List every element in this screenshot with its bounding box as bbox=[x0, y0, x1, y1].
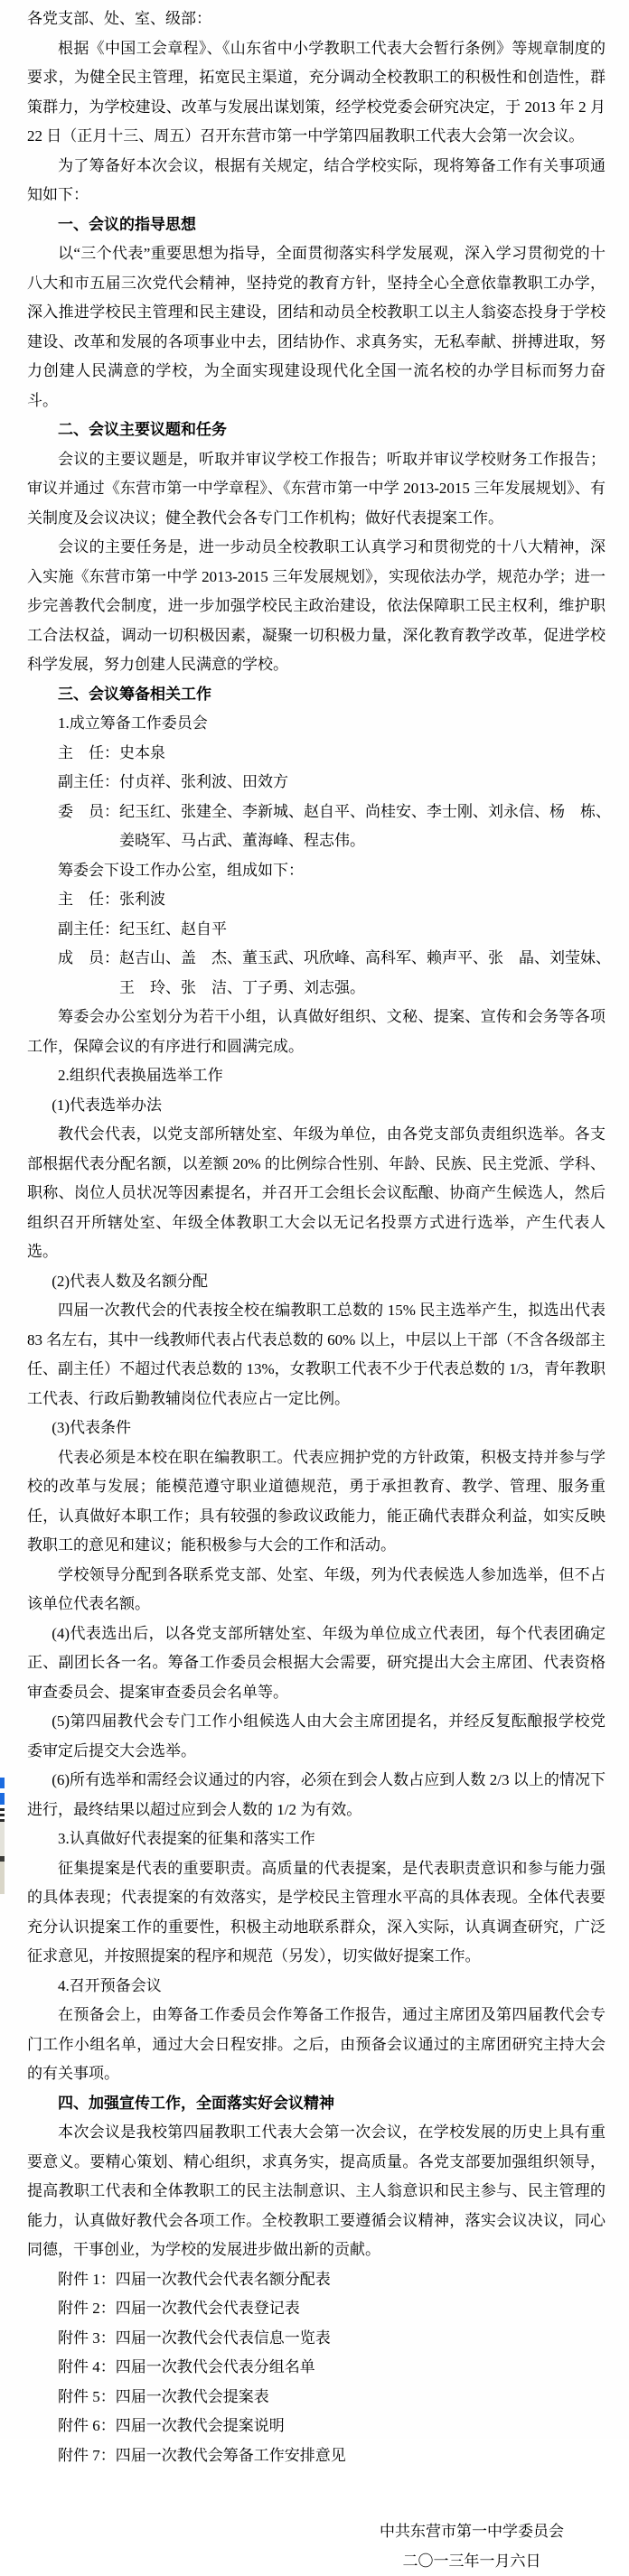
paragraph-hang-cont: 王 玲、张 洁、丁子勇、刘志强。 bbox=[27, 974, 606, 1003]
paragraph-sub: (1)代表选举办法 bbox=[27, 1091, 606, 1121]
blue-block-bottom bbox=[0, 1793, 5, 1805]
paragraph-body: 代表必须是本校在职在编教职工。代表应拥护党的方针政策，积极支持并参与学校的改革与发展；能模范遵守职业道德规范，勇于承担教育、教学、管理、服务重任，认真做好本职工作；具有较强的参政议政能力，能正确代表群众利益，如实反映教职工的意见和建议；能积极参与大会的工作和活动。 bbox=[27, 1443, 606, 1561]
paragraph-body: 四届一次教代会的代表按全校在编教职工总数的 15% 民主选举产生，拟选出代表 83 名左右，其中一线教师代表占代表总数的 60% 以上，中层以上干部（不含各级部主任、副主任）不超过代表总数的 13%，女教职工代表不少于代表总数的 1/3，青年教职工代表、行政后勤教辅岗位代表应占一定比例。 bbox=[27, 1296, 606, 1414]
paragraph-body: 会议的主要议题是，听取并审议学校工作报告；听取并审议学校财务工作报告；审议并通过《东营市第一中学章程》、《东营市第一中学 2013-2015 三年发展规划》、有关制度及会议决议；健全教代会各专门工作机构；做好代表提案工作。 bbox=[27, 445, 606, 534]
paragraph-sub: (3)代表条件 bbox=[27, 1414, 606, 1443]
paragraph-hang-first: 成 员：赵吉山、盖 杰、董玉武、巩欣峰、高科军、赖声平、张 晶、刘莹妹、 bbox=[27, 944, 606, 974]
paragraph-name: 副主任：纪玉红、赵自平 bbox=[27, 915, 606, 945]
edge-floating-widget[interactable] bbox=[0, 1778, 5, 1894]
paragraph-body: 为了筹备好本次会议，根据有关规定，结合学校实际，现将筹备工作有关事项通知如下： bbox=[27, 152, 606, 210]
paragraph-heading: 二、会议主要议题和任务 bbox=[27, 415, 606, 445]
paragraph-num: 2.组织代表换届选举工作 bbox=[27, 1061, 606, 1091]
paragraph-body: 学校领导分配到各联系党支部、处室、年级，列为代表候选人参加选举，但不占该单位代表名额。 bbox=[27, 1561, 606, 1619]
paragraph-heading: 三、会议筹备相关工作 bbox=[27, 680, 606, 710]
paragraph-num: 1.成立筹备工作委员会 bbox=[27, 709, 606, 739]
paragraph-subbody: (4)代表选出后，以各党支部所辖处室、年级为单位成立代表团，每个代表团确定正、副团长各一名。筹备工作委员会根据大会需要，研究提出大会主席团、代表资格审查委员会、提案审查委员会名单等。 bbox=[27, 1619, 606, 1708]
gray-body bbox=[0, 1822, 5, 1856]
paragraph-name: 主 任：史本泉 bbox=[27, 739, 606, 769]
paragraph-num: 3.认真做好代表提案的征集和落实工作 bbox=[27, 1825, 606, 1854]
paragraph-name: 副主任：付贞祥、张利波、田效方 bbox=[27, 768, 606, 798]
paragraph-subbody: (6)所有选举和需经会议通过的内容，必须在到会人数占应到人数 2/3 以上的情况下进行，最终结果以超过应到会人数的 1/2 为有效。 bbox=[27, 1766, 606, 1825]
paragraph-sub: (2)代表人数及名额分配 bbox=[27, 1267, 606, 1297]
paragraph-name: 主 任：张利波 bbox=[27, 885, 606, 915]
paragraph-name: 筹委会下设工作办公室，组成如下： bbox=[27, 856, 606, 886]
paragraph-body: 教代会代表，以党支部所辖处室、年级为单位，由各党支部负责组织选举。各支部根据代表分配名额，以差额 20% 的比例综合性别、年龄、民族、民主党派、学科、职称、岗位人员状况等因素提名，并召开工会组长会议酝酿、协商产生候选人，然后组织召开所辖处室、年级全体教职工大会以无记名投票方式进行选举，产生代表人选。 bbox=[27, 1120, 606, 1267]
paragraph-body: 筹委会办公室划分为若干小组，认真做好组织、文秘、提案、宣传和会务等各项工作，保障会议的有序进行和圆满完成。 bbox=[27, 1003, 606, 1061]
signature-org: 中共东营市第一中学委员会 bbox=[380, 2517, 564, 2547]
paragraph-salutation: 各党支部、处、室、级部： bbox=[27, 5, 606, 34]
signature-date: 二〇一三年一月六日 bbox=[380, 2547, 564, 2576]
paragraph-attachment: 附件 5：四届一次教代会提案表 bbox=[27, 2383, 606, 2413]
paragraph-subbody: (5)第四届教代会专门工作小组候选人由大会主席团提名，并经反复酝酿报学校党委审定后提交大会选举。 bbox=[27, 1707, 606, 1766]
blue-block-top bbox=[0, 1778, 5, 1788]
paragraph-body: 根据《中国工会章程》、《山东省中小学教职工代表大会暂行条例》等规章制度的要求，为健全民主管理，拓宽民主渠道，充分调动全校教职工的积极性和创造性，群策群力，为学校建设、改革与发展出谋划策，经学校党委会研究决定，于 2013 年 2 月 22 日（正月十三、周五）召开东营市第一中学第四届教职工代表大会第一次会议。 bbox=[27, 34, 606, 152]
paragraph-attachment: 附件 3：四届一次教代会代表信息一览表 bbox=[27, 2324, 606, 2354]
paragraph-attachment: 附件 7：四届一次教代会筹备工作安排意见 bbox=[27, 2441, 606, 2471]
paragraph-attachment: 附件 4：四届一次教代会代表分组名单 bbox=[27, 2353, 606, 2383]
paragraph-heading: 四、加强宣传工作，全面落实好会议精神 bbox=[27, 2089, 606, 2119]
paragraph-body: 以“三个代表”重要思想为指导，全面贯彻落实科学发展观，深入学习贯彻党的十八大和市五届三次党代会精神，坚持党的教育方针，坚持全心全意依靠教职工办学，深入推进学校民主管理和民主建设，团结和动员全校教职工以主人翁姿态投身于学校建设、改革和发展的各项事业中去，团结协作、求真务实，无私奉献、拼搏进取，努力创建人民满意的学校，为全面实现建设现代化全国一流名校的办学目标而努力奋斗。 bbox=[27, 239, 606, 415]
paragraph-hang-cont: 姜晓军、马占武、董海峰、程志伟。 bbox=[27, 826, 606, 856]
paragraph-hang-first: 委 员：纪玉红、张建全、李新城、赵自平、尚桂安、李士刚、刘永信、杨 栋、 bbox=[27, 798, 606, 827]
paragraph-attachment: 附件 6：四届一次教代会提案说明 bbox=[27, 2412, 606, 2441]
paragraph-num: 4.召开预备会议 bbox=[27, 1972, 606, 2002]
notice-body bbox=[27, 5, 606, 2470]
paragraph-heading: 一、会议的指导思想 bbox=[27, 210, 606, 240]
signature-block bbox=[380, 2517, 564, 2576]
paragraph-body: 会议的主要任务是，进一步动员全校教职工认真学习和贯彻党的十八大精神，深入实施《东营市第一中学 2013-2015 三年发展规划》，实现依法办学，规范办学；进一步完善教代会制度，进一步加强学校民主政治建设，依法保障职工民主权利，维护职工合法权益，调动一切积极因素，凝聚一切积极力量，深化教育教学改革，促进学校科学发展，努力创建人民满意的学校。 bbox=[27, 533, 606, 680]
beige-body bbox=[0, 1862, 5, 1894]
paragraph-body: 征集提案是代表的重要职责。高质量的代表提案，是代表职责意识和参与能力强的具体表现；代表提案的有效落实，是学校民主管理水平高的具体表现。全体代表要充分认识提案工作的重要性，积极主动地联系群众，深入实际，认真调查研究，广泛征求意见，并按照提案的程序和规范（另发），切实做好提案工作。 bbox=[27, 1854, 606, 1972]
paragraph-attachment: 附件 1：四届一次教代会代表名额分配表 bbox=[27, 2265, 606, 2295]
paragraph-attachment: 附件 2：四届一次教代会代表登记表 bbox=[27, 2294, 606, 2324]
paragraph-body: 在预备会上，由筹备工作委员会作筹备工作报告，通过主席团及第四届教代会专门工作小组名单，通过大会日程安排。之后，由预备会议通过的主席团研究主持大会的有关事项。 bbox=[27, 2001, 606, 2089]
paragraph-body: 本次会议是我校第四届教职工代表大会第一次会议，在学校发展的历史上具有重要意义。要精心策划、精心组织，求真务实，提高质量。各党支部要加强组织领导，提高教职工代表和全体教职工的民主法制意识、主人翁意识和民主参与、民主管理的能力，认真做好教代会各项工作。全校教职工要遵循会议精神，落实会议决议，同心同德，干事创业，为学校的发展进步做出新的贡献。 bbox=[27, 2118, 606, 2265]
